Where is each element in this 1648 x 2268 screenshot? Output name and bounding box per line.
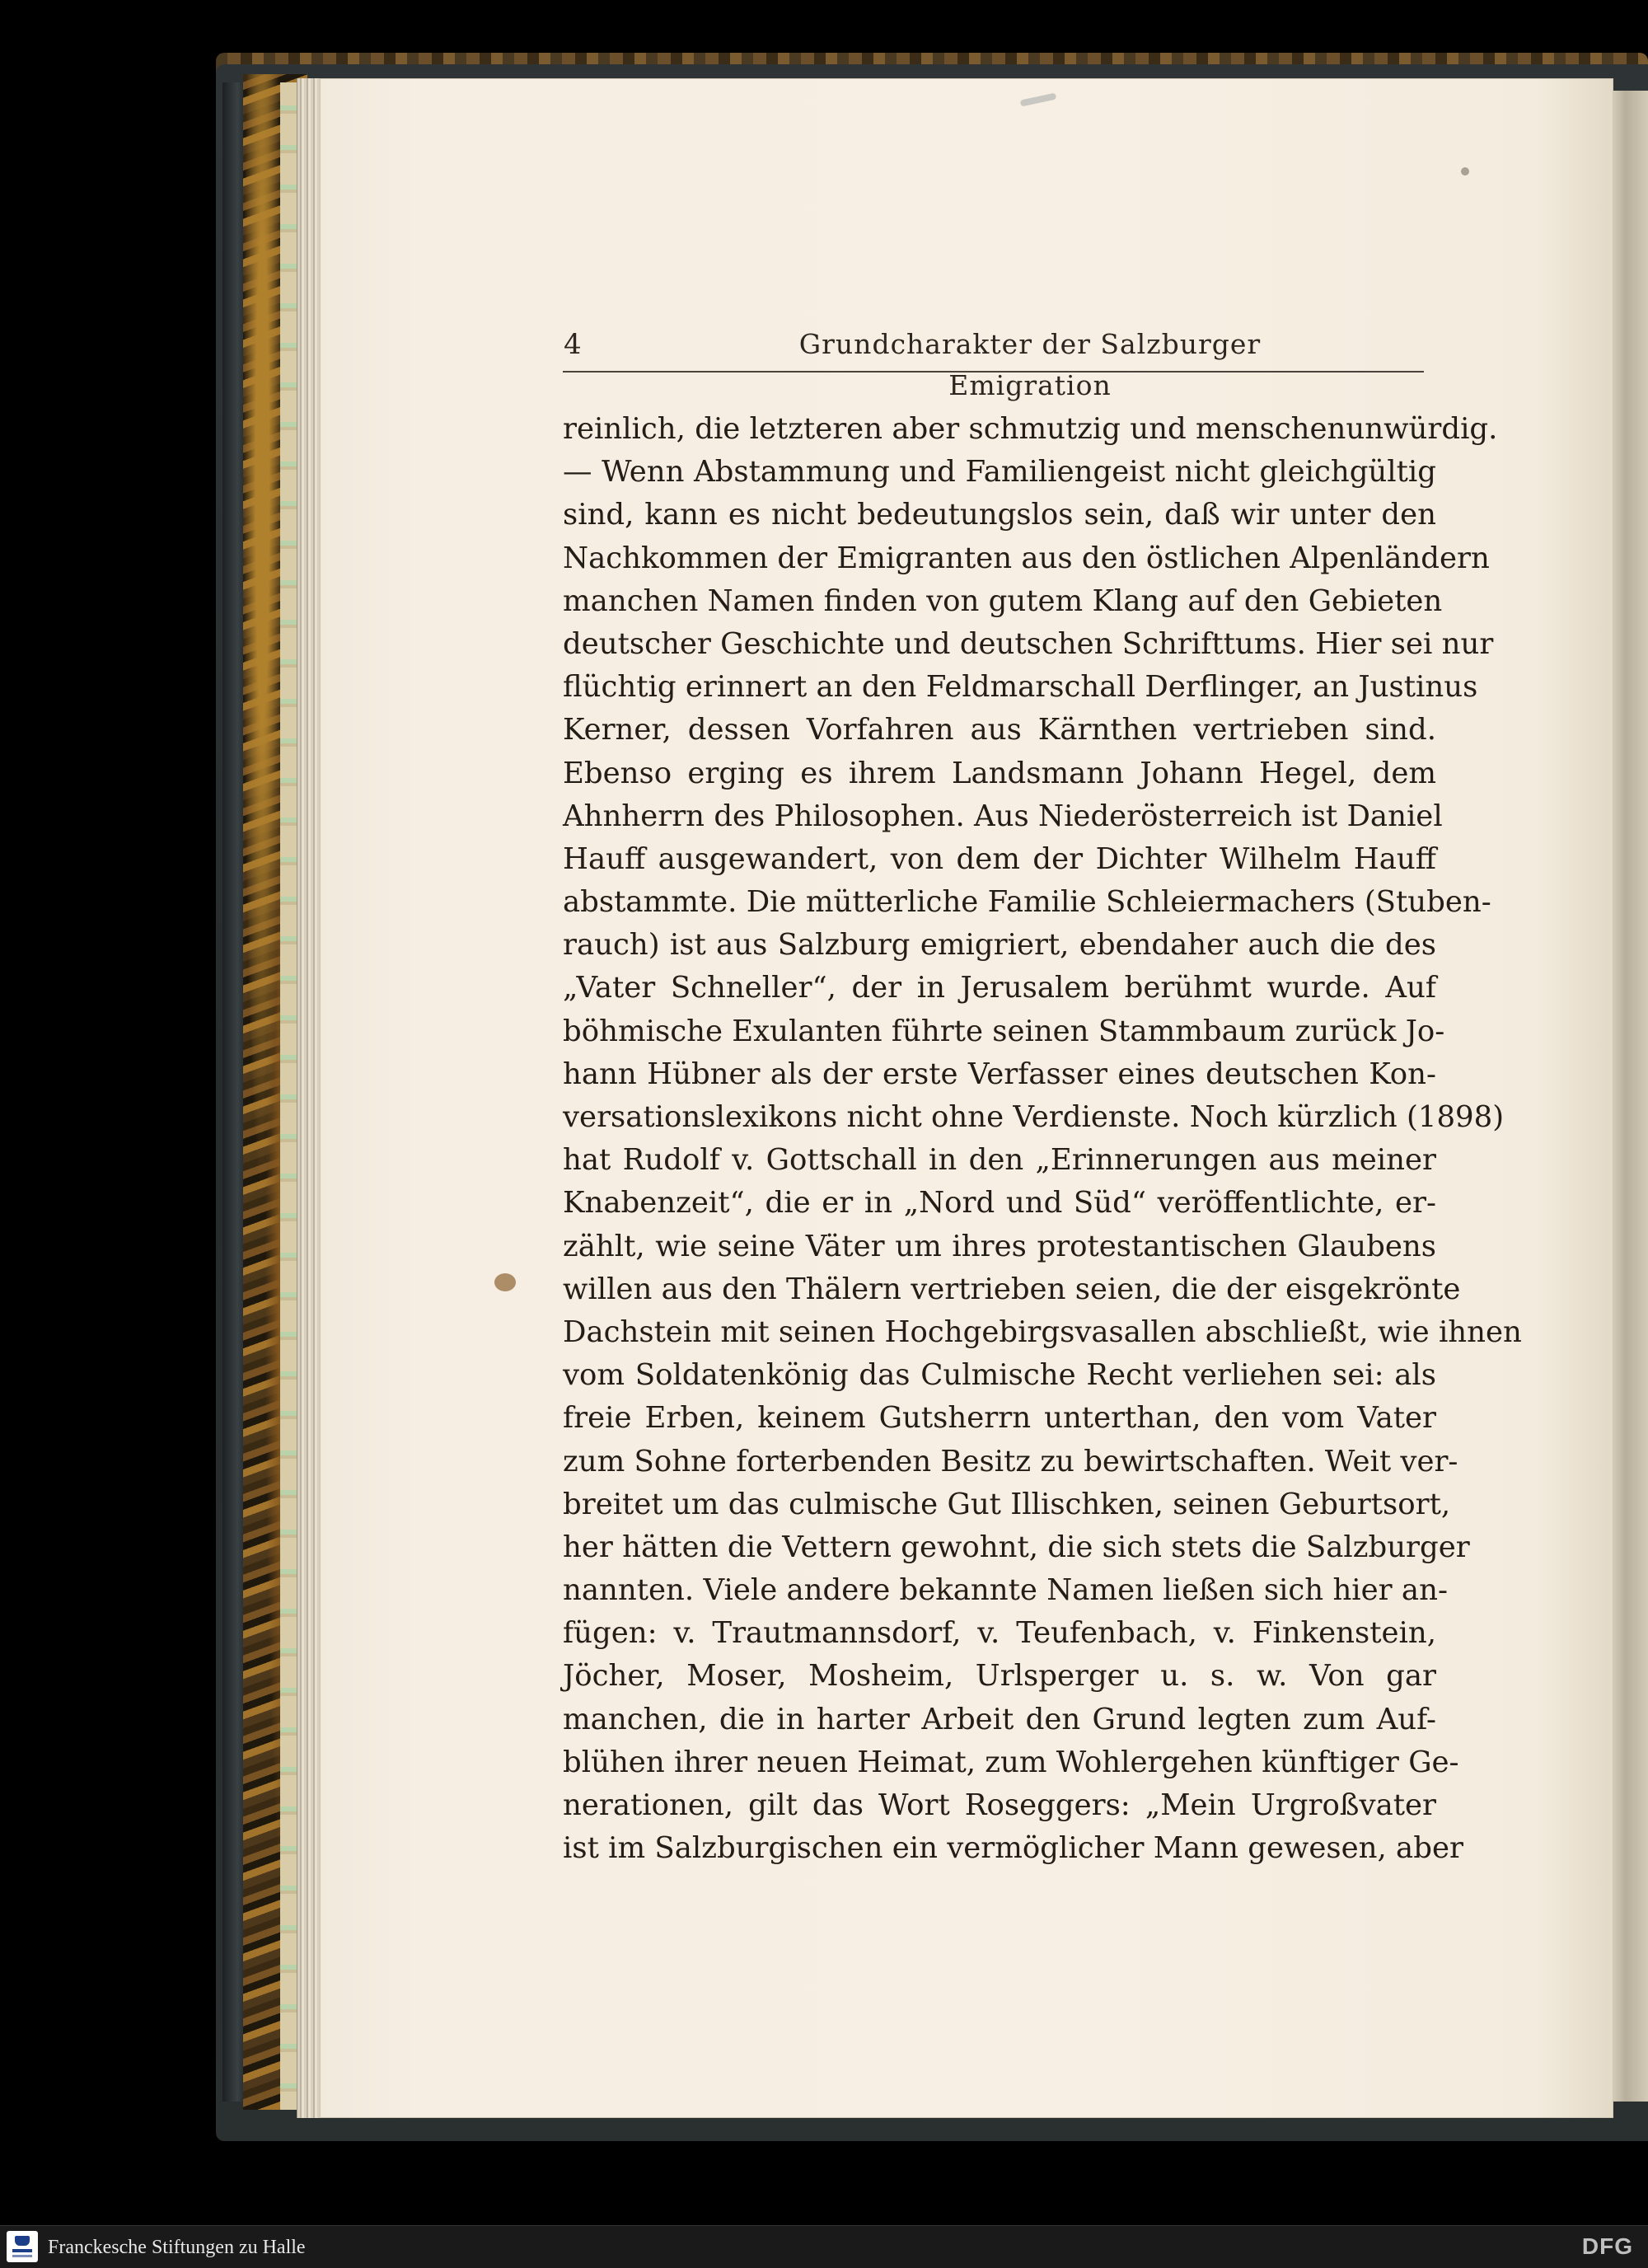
francke-foundation-logo-icon[interactable] [7,2231,38,2262]
foxing-spot [1020,93,1057,107]
institution-name[interactable]: Franckesche Stiftungen zu Halle [48,2237,306,2258]
text-line: abstammte. Die mütterliche Familie Schleiermachers (Stuben- [563,885,1491,920]
text-line: Jöcher, Moser, Mosheim, Urlsperger u. s. w. Von gar [563,1659,1436,1694]
text-line: nannten. Viele andere bekannte Namen ließen sich hier an- [563,1573,1448,1608]
header-rule [563,371,1424,373]
text-line: manchen, die in harter Arbeit den Grund legten zum Auf- [563,1702,1436,1736]
text-line: willen aus den Thälern vertrieben seien, die der eisgekrönte [563,1272,1461,1306]
text-line: Nachkommen der Emigranten aus den östlichen Alpenländern [563,541,1490,575]
text-line: vom Soldatenkönig das Culmische Recht verliehen sei: als [563,1358,1436,1393]
text-line: böhmische Exulanten führte seinen Stammbaum zurück Jo- [563,1014,1445,1048]
text-line: reinlich, die letzteren aber schmutzig und menschenunwürdig. [563,412,1498,446]
text-line: Kerner, dessen Vorfahren aus Kärnthen vertrieben sind. [563,713,1436,747]
text-line: manchen Namen finden von gutem Klang auf den Gebieten [563,583,1443,618]
text-line: „Vater Schneller“, der in Jerusalem berühmt wurde. Auf [563,971,1436,1005]
logo-base-shape [12,2249,32,2252]
text-line: Dachstein mit seinen Hochgebirgsvasallen abschließt, wie ihnen [563,1314,1522,1349]
text-line: blühen ihrer neuen Heimat, zum Wohlergehen künftiger Ge- [563,1745,1459,1779]
text-line: freie Erben, keinem Gutsherrn unterthan, den vom Vater [563,1401,1436,1436]
text-line: fügen: v. Trautmannsdorf, v. Teufenbach, v. Finkenstein, [563,1616,1436,1651]
text-line: sind, kann es nicht bedeutungslos sein, daß wir unter den [563,498,1436,532]
dfg-logo[interactable]: DFG [1581,2233,1633,2259]
text-line: Knabenzeit“, die er in „Nord und Süd“ veröffentlichte, er- [563,1186,1436,1221]
viewer-footer-bar [0,2225,1648,2268]
text-line: zählt, wie seine Väter um ihres protestantischen Glaubens [563,1229,1436,1263]
facing-page-edge [1611,91,1648,2102]
text-line: nerationen, gilt das Wort Roseggers: „Mein Urgroßvater [563,1788,1436,1822]
text-line: Hauff ausgewandert, von dem der Dichter Wilhelm Hauff [563,841,1436,876]
body-text [563,408,1522,1870]
text-line: Ebenso erging es ihrem Landsmann Johann Hegel, dem [563,756,1436,790]
text-line: breitet um das culmische Gut Illischken, seinen Geburtsort, [563,1487,1451,1521]
text-line: rauch) ist aus Salzburg emigriert, ebendaher auch die des [563,928,1436,963]
text-line: versationslexikons nicht ohne Verdienste. Noch kürzlich (1898) [563,1100,1505,1134]
text-line: zum Sohne forterbenden Besitz zu bewirtschaften. Weit ver- [563,1444,1458,1478]
logo-base-shape [12,2255,32,2257]
text-line: hat Rudolf v. Gottschall in den „Erinnerungen aus meiner [563,1143,1436,1178]
logo-crown-shape [15,2236,30,2246]
text-line: her hätten die Vettern gewohnt, die sich stets die Salzburger [563,1530,1470,1564]
running-title: Grundcharakter der Salzburger Emigration [798,328,1262,401]
text-line: deutscher Geschichte und deutschen Schrifttums. Hier sei nur [563,626,1494,661]
text-line: Ahnherrn des Philosophen. Aus Niederösterreich ist Daniel [563,799,1443,833]
text-line: hann Hübner als der erste Verfasser eines deutschen Kon- [563,1057,1436,1091]
page-number: 4 [564,328,582,361]
foxing-spot [1461,167,1469,176]
text-line: flüchtig erinnert an den Feldmarschall Derflinger, an Justinus [563,670,1478,705]
page-stack-edge [297,78,322,2118]
text-line: — Wenn Abstammung und Familiengeist nicht gleichgültig [563,455,1436,490]
foxing-spot [494,1273,516,1291]
text-line: ist im Salzburgischen ein vermöglicher Mann gewesen, aber [563,1831,1463,1866]
